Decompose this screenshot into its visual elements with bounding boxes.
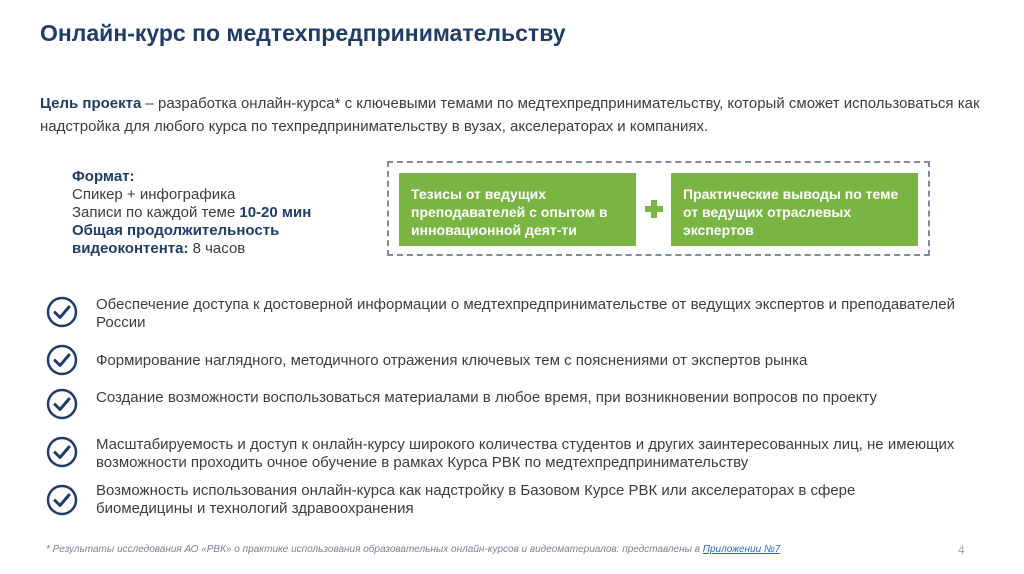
footnote-text: * Результаты исследования АО «РВК» о практике использования образовательных онлайн-курсов и видеоматериалов: представлены в <box>46 544 703 555</box>
format-block <box>72 168 362 258</box>
plus-icon <box>645 200 663 218</box>
project-goal <box>40 92 980 138</box>
format-heading: Формат: <box>72 168 135 185</box>
benefit-item-5: Возможность использования онлайн-курса как надстройку в Базовом Курсе РВК или акселераторах в сфере биомедицины и технологий здравоохранения <box>96 482 856 517</box>
format-line-2-duration: 10-20 мин <box>239 204 312 221</box>
footnote <box>46 544 780 555</box>
format-line-1: Спикер + инфографика <box>72 186 236 203</box>
format-line-2-prefix: Записи по каждой теме <box>72 204 240 221</box>
teachers-theses-box: Тезисы от ведущих преподавателей с опытом в инновационной деят-ти <box>399 173 636 246</box>
format-total-value: 8 часов <box>188 240 246 257</box>
goal-text: – разработка онлайн-курса* с ключевыми темами по медтехпредпринимательству, который сможет использоваться как надстройка для любого курса по техпредпринимательству в вузах, акселераторах и компаниях. <box>40 95 980 135</box>
check-circle-icon <box>46 296 78 328</box>
benefit-item-2: Формирование наглядного, методичного отражения ключевых тем с пояснениями от экспертов рынка <box>96 352 808 369</box>
format-line-3 <box>72 222 362 258</box>
page-number: 4 <box>958 543 965 557</box>
check-circle-icon <box>46 344 78 376</box>
check-circle-icon <box>46 436 78 468</box>
check-circle-icon <box>46 484 78 516</box>
goal-label: Цель проекта <box>40 95 142 112</box>
check-circle-icon <box>46 388 78 420</box>
format-line-2 <box>72 204 362 222</box>
page-title: Онлайн-курс по медтехпредпринимательству <box>40 20 566 46</box>
benefit-item-4: Масштабируемость и доступ к онлайн-курсу широкого количества студентов и других заинтересованных лиц, не имеющих возможности проходить очное обучение в рамках Курса РВК по медтехпредпринимательству <box>96 436 955 471</box>
appendix-link[interactable]: Приложении №7 <box>702 544 781 555</box>
benefit-item-3: Создание возможности воспользоваться материалами в любое время, при возникновении вопросов по проекту <box>96 389 878 406</box>
experts-conclusions-box: Практические выводы по теме от ведущих отраслевых экспертов <box>671 173 918 246</box>
benefit-item-1: Обеспечение доступа к достоверной информации о медтехпредпринимательстве от ведущих экспертов и преподавателей России <box>96 296 955 331</box>
format-total-label: Общая продолжительность видеоконтента: <box>72 222 280 257</box>
